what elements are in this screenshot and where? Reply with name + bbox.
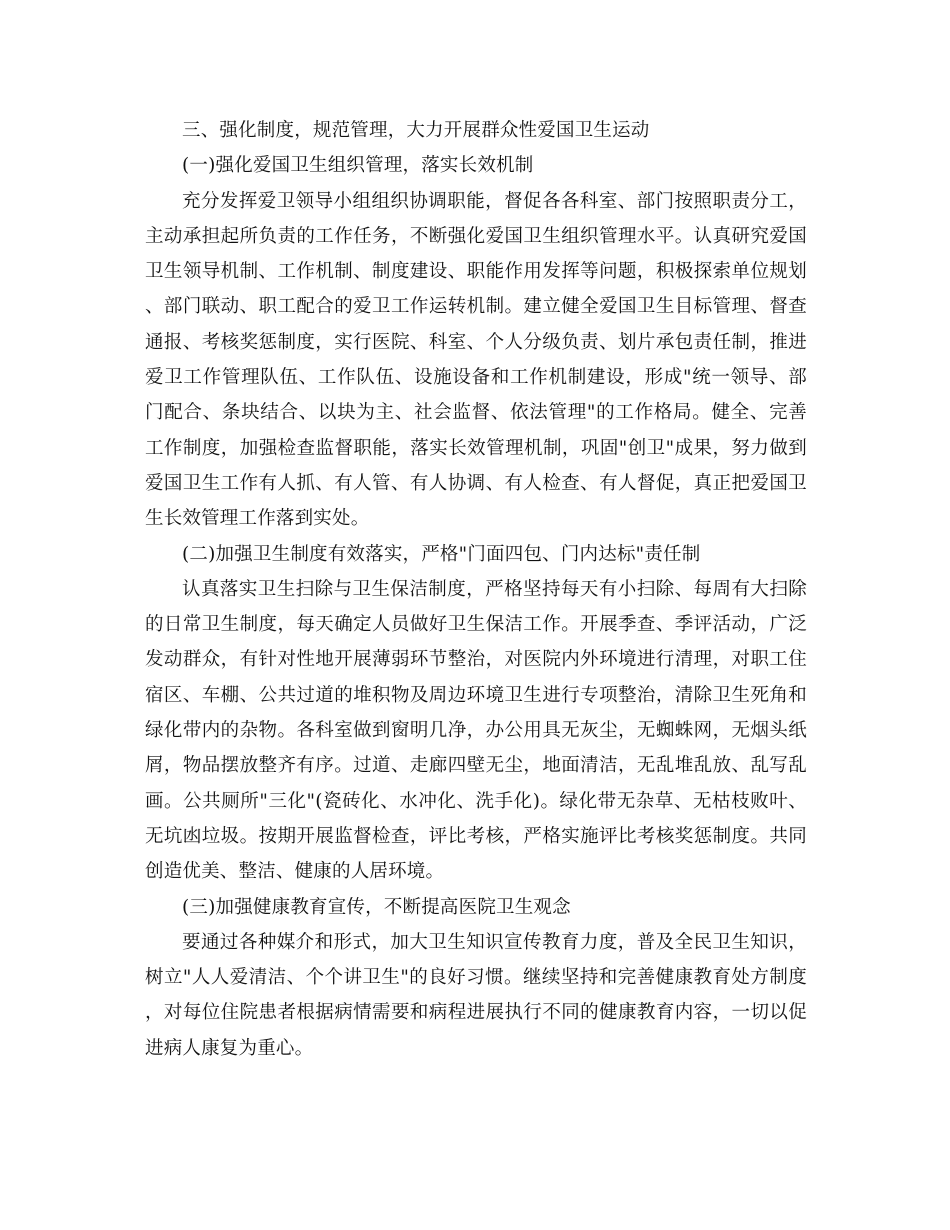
section-heading-main: 三、强化制度，规范管理，大力开展群众性爱国卫生运动 [182, 120, 650, 141]
document-body [145, 113, 807, 1066]
section-1-title: (一)强化爱国卫生组织管理，落实长效机制 [182, 155, 534, 177]
section-3-paragraph: 要通过各种媒介和形式，加大卫生知识宣传教育力度，普及全民卫生知识，树立"人人爱清洁、个个讲卫生"的良好习惯。继续坚持和完善健康教育处方制度，对每位住院患者根据病情需要和病程进展执行不同的健康教育内容，一切以促进病人康复为重心。 [145, 931, 807, 1059]
section-2-paragraph: 认真落实卫生扫除与卫生保洁制度，严格坚持每天有小扫除、每周有大扫除的日常卫生制度，每天确定人员做好卫生保洁工作。开展季查、季评活动，广泛发动群众，有针对性地开展薄弱环节整治，对医院内外环境进行清理，对职工住宿区、车棚、公共过道的堆积物及周边环境卫生进行专项整治，清除卫生死角和绿化带内的杂物。各科室做到窗明几净，办公用具无灰尘，无蜘蛛网，无烟头纸屑，物品摆放整齐有序。过道、走廊四壁无尘，地面清洁，无乱堆乱放、乱写乱画。公共厕所"三化"(瓷砖化、水冲化、洗手化)。绿化带无杂草、无枯枝败叶、无坑凼垃圾。按期开展监督检查，评比考核，严格实施评比考核奖惩制度。共同创造优美、整洁、健康的人居环境。 [145, 578, 807, 883]
section-1-paragraph: 充分发挥爱卫领导小组组织协调职能，督促各各科室、部门按照职责分工，主动承担起所负责的工作任务，不断强化爱国卫生组织管理水平。认真研究爱国卫生领导机制、工作机制、制度建设、职能作用发挥等问题，积极探索单位规划、部门联动、职工配合的爱卫工作运转机制。建立健全爱国卫生目标管理、督查通报、考核奖惩制度，实行医院、科室、个人分级负责、划片承包责任制，推进爱卫工作管理队伍、工作队伍、设施设备和工作机制建设，形成"统一领导、部门配合、条块结合、以块为主、社会监督、依法管理"的工作格局。健全、完善工作制度，加强检查监督职能，落实长效管理机制，巩固"创卫"成果，努力做到爱国卫生工作有人抓、有人管、有人协调、有人检查、有人督促，真正把爱国卫生长效管理工作落到实处。 [145, 190, 807, 530]
section-2-title: (二)加强卫生制度有效落实，严格"门面四包、门内达标"责任制 [182, 543, 701, 565]
section-3-title: (三)加强健康教育宣传，不断提高医院卫生观念 [182, 896, 571, 918]
